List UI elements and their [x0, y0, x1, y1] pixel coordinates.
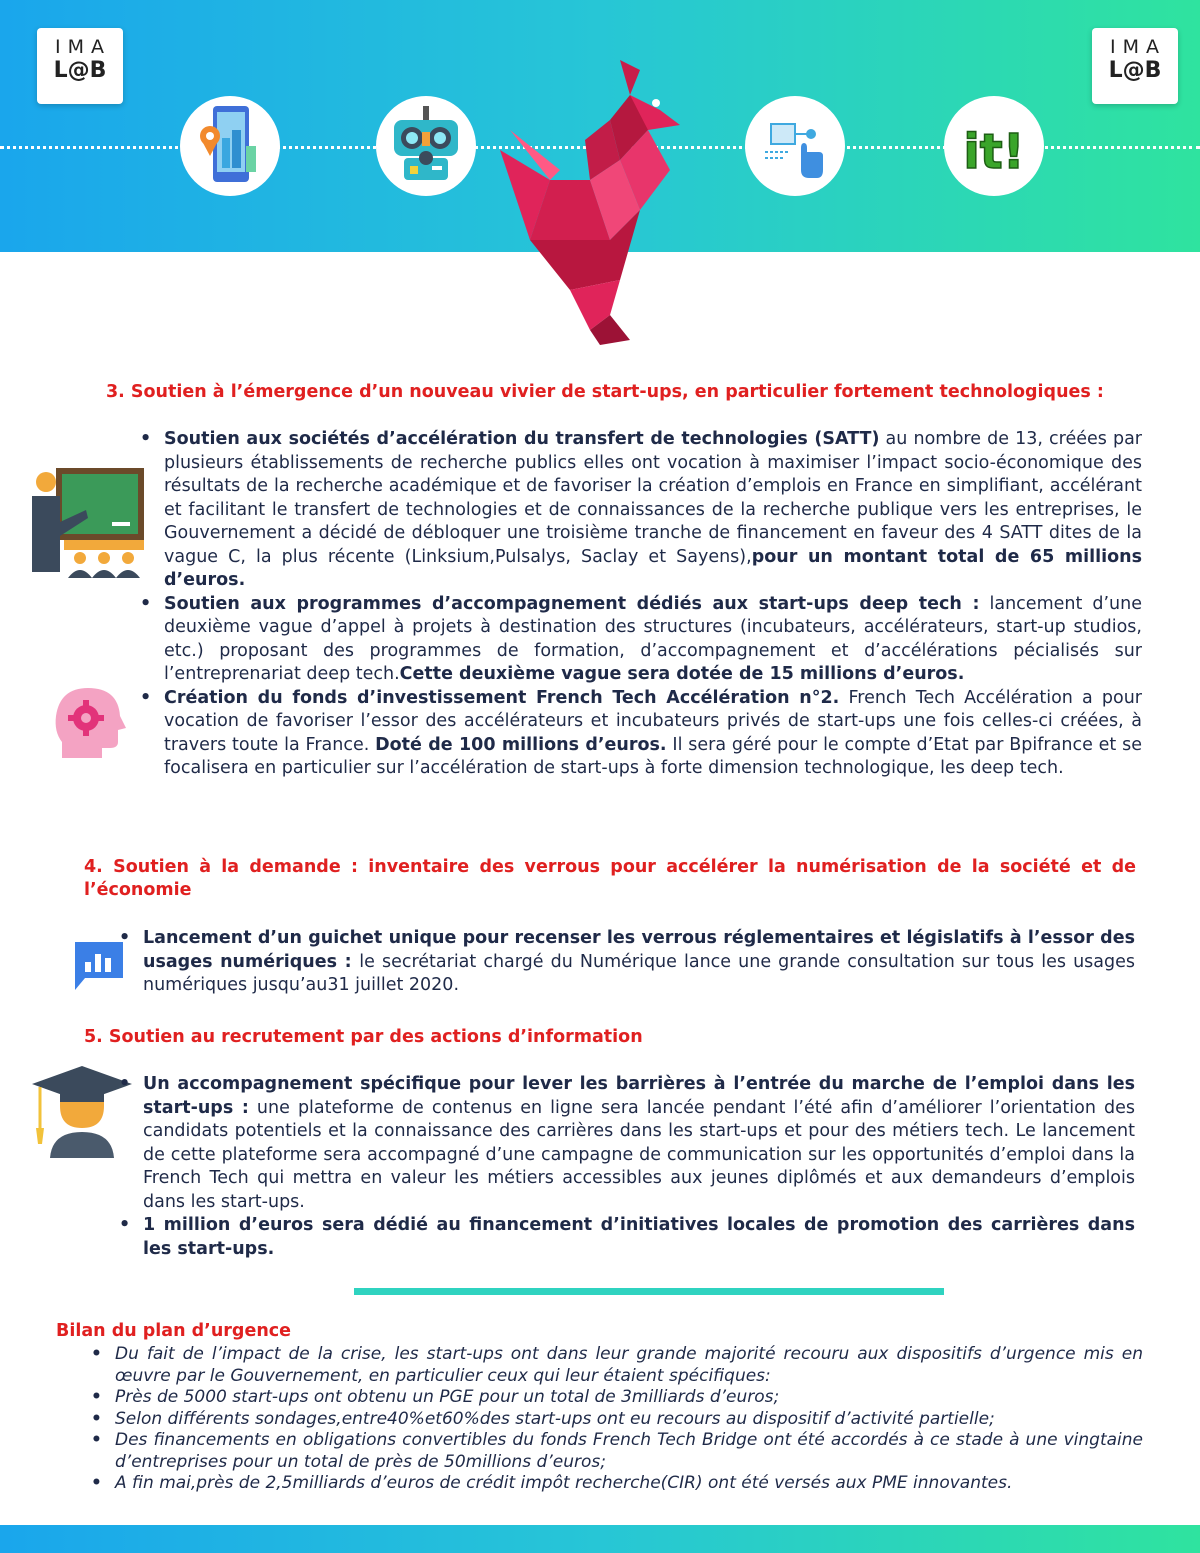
footer-bar [0, 1525, 1200, 1553]
list-item [164, 428, 1142, 593]
logo-line1: IMA [55, 36, 111, 58]
robot-icon [376, 96, 476, 196]
it-logo-icon [944, 96, 1044, 196]
section4-list [143, 927, 1135, 998]
map-phone-icon [180, 96, 280, 196]
section3-list [164, 428, 1142, 781]
item-bold-mid: Doté de 100 millions d’euros. [375, 734, 667, 755]
section-divider [354, 1288, 944, 1295]
item-bold-end: pour un montant total de 65 millions d’euros. [164, 546, 1142, 590]
logo-line1: IMA [1110, 36, 1166, 58]
logo-line2: L@B [53, 58, 107, 83]
item-text: le secrétariat chargé du Numérique lance une grande consultation sur tous les usages numériques jusqu’au31 juillet 2020. [143, 951, 1135, 995]
item-bold: Soutien aux sociétés d’accélération du transfert de technologies (SATT) [164, 429, 880, 449]
list-item: • Des financements en obligations convertibles du fonds French Tech Bridge ont été accordés à ce stade à une vingtaine d’entreprises pour un total de près de 50millions d’euros; [115, 1430, 1143, 1473]
imalab-logo-left [37, 28, 123, 104]
head-gear-icon [52, 686, 126, 758]
list-item [164, 593, 1142, 687]
it-logo-text: it! [963, 124, 1025, 180]
item-bold: 1 million d’euros sera dédié au financement d’initiatives locales de promotion des carrières dans les start-ups. [143, 1215, 1135, 1259]
imalab-logo-right [1092, 28, 1178, 104]
bilan-list [115, 1344, 1143, 1495]
logo-line2: L@B [1108, 58, 1162, 83]
section3-heading: 3. Soutien à l’émergence d’un nouveau vivier de start-ups, en particulier fortement technologiques : [106, 382, 1104, 402]
chart-message-icon [73, 940, 125, 992]
item-bold: Création du fonds d’investissement French Tech Accélération n°2. [164, 687, 840, 708]
teacher-icon [28, 462, 148, 580]
list-item: • A fin mai,près de 2,5milliards d’euros de crédit impôt recherche(CIR) ont été versés aux PME innovantes. [115, 1473, 1143, 1495]
list-item [143, 1073, 1135, 1214]
bilan-heading: Bilan du plan d’urgence [56, 1321, 292, 1341]
item-text: lancement d’une deuxième vague d’appel à projets à destination des structures (incubateurs, accélérateurs, start-up studios, etc.) proposant des programmes de formation, d’accompagnement et d’accélérations pécialisés sur l’entreprenariat deep tech. [164, 593, 1143, 684]
list-item: • Du fait de l’impact de la crise, les start-ups ont dans leur grande majorité recouru aux dispositifs d’urgence mis en œuvre par le Gouvernement, en particulier ceux qui leur étaient spécifiques: [115, 1344, 1143, 1387]
list-item [164, 687, 1142, 781]
item-text: une plateforme de contenus en ligne sera lancée pendant l’été afin d’améliorer l’orientation des candidats potentiels et la connaissance des carrières dans les start-ups et pour des métiers tech. Le lancement de cette plateforme sera accompagné d’une campagne de communication sur les opportunités d’emploi dans la French Tech qui mettra en valeur les métiers accessibles aux jeunes diplômés et aux demandeurs d’emplois dans les start-ups. [143, 1097, 1136, 1212]
touch-interface-icon [745, 96, 845, 196]
list-item [143, 1214, 1135, 1261]
section5-heading: 5. Soutien au recrutement par des actions d’information [84, 1027, 643, 1047]
section4-heading: 4. Soutien à la demande : inventaire des verrous pour accélérer la numérisation de la société et de l’économie [84, 857, 1136, 900]
list-item: • Près de 5000 start-ups ont obtenu un PGE pour un total de 3milliards d’euros; [115, 1387, 1143, 1409]
list-item [143, 927, 1135, 998]
item-bold-end: Cette deuxième vague sera dotée de 15 millions d’euros. [399, 664, 965, 684]
list-item: • Selon différents sondages,entre40%et60%des start-ups ont eu recours au dispositif d’activité partielle; [115, 1409, 1143, 1431]
item-text-end: Il sera géré pour le compte d’Etat par Bpifrance et se focalisera en particulier sur l’accélération de start-ups à forte dimension technologique, les deep tech. [164, 734, 1142, 778]
item-text: French Tech Accélération a pour vocation de favoriser l’essor des accélérateurs et incubateurs privés de start-ups une fois celles-ci créées, à travers toute la France. [164, 687, 1142, 755]
french-tech-rooster-icon [470, 40, 720, 350]
item-bold: Un accompagnement spécifique pour lever les barrières à l’entrée du marche de l’emploi dans les start-ups : [143, 1074, 1135, 1118]
item-text: au nombre de 13, créées par plusieurs établissements de recherche publics elles ont vocation à maximiser l’impact socio-économique des résultats de la recherche académique et de favoriser la création d’emplois en France en simplifiant, accélérant et facilitant le transfert de technologies et de connaissances de la recherche publique vers les entreprises, le Gouvernement a décidé de débloquer une troisième tranche de financement en faveur des 4 SATT dites de la vague C, la plus récente (Linksium,Pulsalys, Saclay et Sayens), [164, 429, 1142, 567]
item-bold: Lancement d’un guichet unique pour recenser les verrous réglementaires et législatifs à l’essor des usages numériques : [143, 928, 1135, 972]
item-bold: Soutien aux programmes d’accompagnement dédiés aux start-ups deep tech : [164, 593, 980, 614]
section5-list [143, 1073, 1135, 1261]
